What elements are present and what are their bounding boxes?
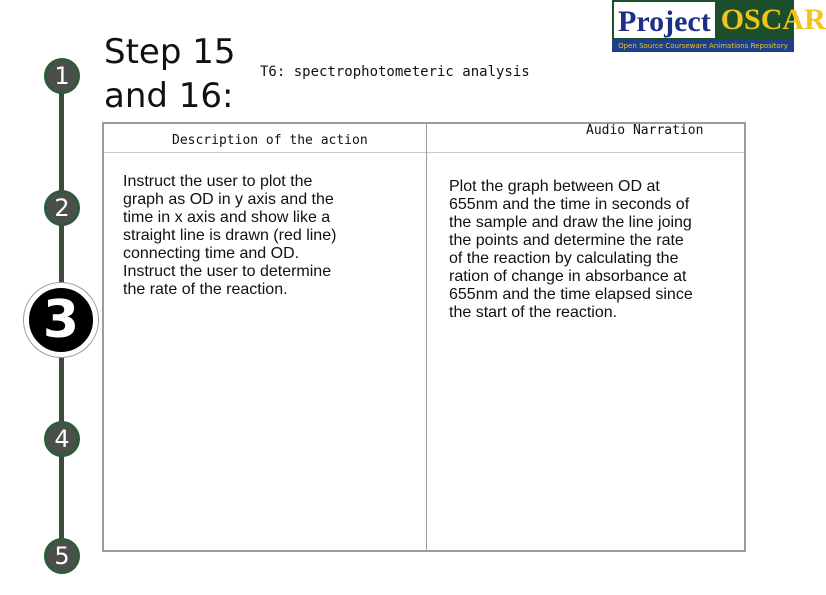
storyboard-table <box>102 122 746 552</box>
audio-narration-text: Plot the graph between OD at 655nm and the time in seconds of the sample and draw the line joing the points and determine the rate of the reaction by calculating the ration of change in absorbance at 655nm and the time elapsed since the start of the reaction. <box>449 178 693 321</box>
audio-narration-header: Audio Narration <box>586 123 704 138</box>
project-oscar-logo <box>612 0 826 52</box>
logo-project-text: Project <box>612 0 717 40</box>
step-3-marker-current[interactable] <box>24 283 98 357</box>
task-title: T6: spectrophotometeric analysis <box>260 64 530 80</box>
step-4-number: 4 <box>54 425 70 453</box>
logo-oscar-text: OSCAR <box>720 3 826 36</box>
step-title-line-2: and 16: <box>104 76 234 116</box>
step-title <box>104 30 235 118</box>
logo-main <box>612 0 826 40</box>
step-2-marker[interactable] <box>44 190 80 226</box>
step-2-number: 2 <box>54 194 70 222</box>
step-3-number: 3 <box>42 290 80 350</box>
description-header: Description of the action <box>172 133 368 148</box>
table-header-divider <box>104 152 744 153</box>
step-1-marker[interactable] <box>44 58 80 94</box>
step-4-marker[interactable] <box>44 421 80 457</box>
step-5-marker[interactable] <box>44 538 80 574</box>
table-column-divider <box>426 124 427 550</box>
step-title-line-1: Step 15 <box>104 32 236 72</box>
step-5-number: 5 <box>54 542 70 570</box>
step-1-number: 1 <box>54 62 70 90</box>
description-text: Instruct the user to plot the graph as OD in y axis and the time in x axis and show like a straight line is drawn (red line) connecting time and OD. Instruct the user to determine the rate of the reaction. <box>123 173 337 298</box>
logo-subtitle: Open Source Courseware Animations Repository <box>612 40 794 52</box>
